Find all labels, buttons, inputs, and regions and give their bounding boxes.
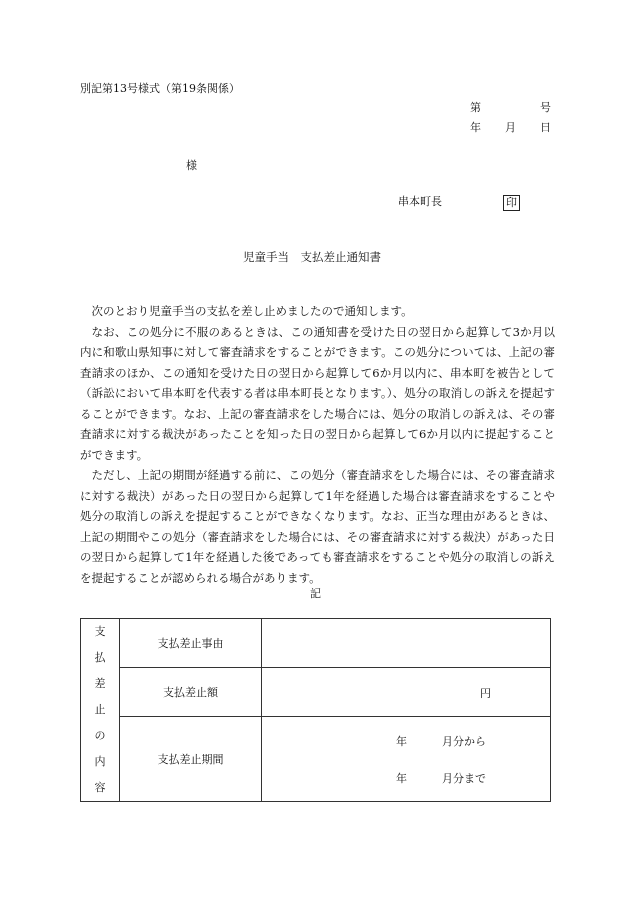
- number-prefix: 第: [470, 101, 481, 114]
- period-to-year: 年: [396, 772, 407, 786]
- side-char: 払: [94, 651, 106, 664]
- content-table: [80, 618, 551, 802]
- table-row-period: [81, 717, 551, 802]
- paragraph-intro: 次のとおり児童手当の支払を差し止めましたので通知します。: [91, 304, 413, 318]
- reason-value[interactable]: [262, 619, 551, 668]
- date-month: 月: [505, 121, 516, 134]
- reason-label: 支払差止事由: [120, 619, 262, 668]
- date-year: 年: [470, 121, 481, 134]
- period-from-year: 年: [396, 735, 407, 749]
- period-from-month: 月分から: [442, 735, 486, 749]
- amount-label: 支払差止額: [120, 667, 262, 717]
- period-value[interactable]: [262, 717, 551, 802]
- side-char: 止: [94, 703, 106, 716]
- paragraph-proviso: ただし、上記の期間が経過する前に、この処分（審査請求をした場合には、その審査請求に対する裁決）があった日の翌日から起算して1年を経過した場合は審査請求をすることや処分の取消しの訴えを提起することができなくなります。なお、正当な理由があるときは、上記の期間やこの処分（審査請求をした場合には、その審査請求に対する裁決）があった日の翌日から起算して1年を経過した後であっても審査請求をすることや処分の取消しの訴えを提起することが認められる場合があります。: [80, 468, 555, 585]
- seal-box: [503, 191, 520, 211]
- amount-value[interactable]: [262, 667, 551, 717]
- side-label: [81, 619, 120, 802]
- table-row-reason: [81, 619, 551, 668]
- amount-unit: 円: [480, 686, 491, 700]
- side-char: 支: [94, 625, 106, 638]
- side-char: 容: [94, 781, 106, 794]
- table-row-amount: [81, 667, 551, 717]
- side-char: 内: [94, 755, 106, 768]
- body-text: [80, 301, 555, 588]
- seal-mark: 印: [503, 195, 520, 211]
- date-day: 日: [540, 121, 551, 134]
- number-suffix: 号: [540, 101, 551, 114]
- period-label: 支払差止期間: [120, 717, 262, 802]
- paragraph-appeal: なお、この処分に不服のあるときは、この通知書を受けた日の翌日から起算して3か月以内に和歌山県知事に対して審査請求をすることができます。この処分については、上記の審査請求のほか、この通知を受けた日の翌日から起算して6か月以内に、串本町を被告として（訴訟において串本町を代表する者は串本町長となります。）、処分の取消しの訴えを提起することができます。なお、上記の審査請求をした場合には、処分の取消しの訴えは、その審査請求に対する裁決があったことを知った日の翌日から起算して6か月以内に提起することができます。: [80, 324, 555, 462]
- document-title: 児童手当 支払差止通知書: [243, 250, 381, 264]
- ki-heading: 記: [310, 587, 321, 600]
- side-char: の: [94, 729, 106, 742]
- side-char: 差: [94, 677, 106, 690]
- addressee-suffix: 様: [186, 159, 197, 172]
- form-header: 別記第13号様式（第19条関係）: [80, 82, 240, 95]
- period-to-month: 月分まで: [442, 772, 486, 786]
- issuer-title: 串本町長: [398, 195, 442, 208]
